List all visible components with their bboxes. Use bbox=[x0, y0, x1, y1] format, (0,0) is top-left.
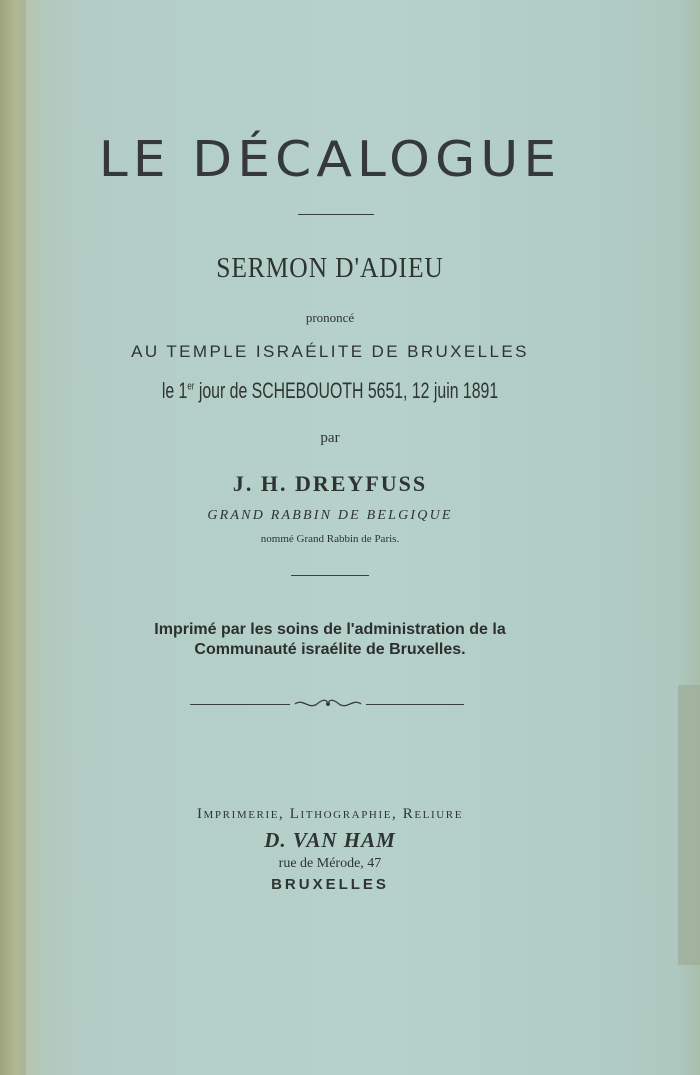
printer-name: D. VAN HAM bbox=[264, 828, 396, 852]
ornament-rule-left bbox=[190, 704, 290, 705]
printed-by-line-2: Communauté israélite de Bruxelles. bbox=[194, 641, 466, 658]
date-superscript: er bbox=[187, 380, 195, 393]
pronounced-text: prononcé bbox=[305, 310, 355, 325]
date-rest: jour de SCHEBOUOTH 5651, 12 juin 1891 bbox=[194, 378, 499, 403]
cover-title: LE DÉCALOGUE bbox=[98, 131, 562, 189]
printer-city: BRUXELLES bbox=[271, 876, 389, 893]
printed-by-line-1: Imprimé par les soins de l'administration de la bbox=[154, 621, 506, 638]
date-prefix: le 1 bbox=[161, 378, 188, 403]
temple-line: AU TEMPLE ISRAÉLITE DE BRUXELLES bbox=[131, 342, 529, 361]
printer-address: rue de Mérode, 47 bbox=[278, 856, 382, 871]
ornament-rule-right bbox=[366, 704, 464, 705]
printed-by-note bbox=[0, 620, 660, 660]
author-title: GRAND RABBIN DE BELGIQUE bbox=[207, 508, 453, 523]
date-line bbox=[92, 378, 567, 404]
ornament-icon bbox=[293, 697, 363, 711]
cover-subtitle: SERMON D'ADIEU bbox=[216, 252, 444, 284]
author-rule bbox=[291, 575, 369, 576]
title-rule bbox=[298, 214, 374, 215]
by-text: par bbox=[320, 430, 340, 446]
worn-edge bbox=[678, 685, 700, 965]
printer-trades: Imprimerie, Lithographie, Reliure bbox=[196, 806, 464, 822]
author-note: nommé Grand Rabbin de Paris. bbox=[260, 533, 400, 545]
author-name: J. H. DREYFUSS bbox=[232, 471, 428, 496]
